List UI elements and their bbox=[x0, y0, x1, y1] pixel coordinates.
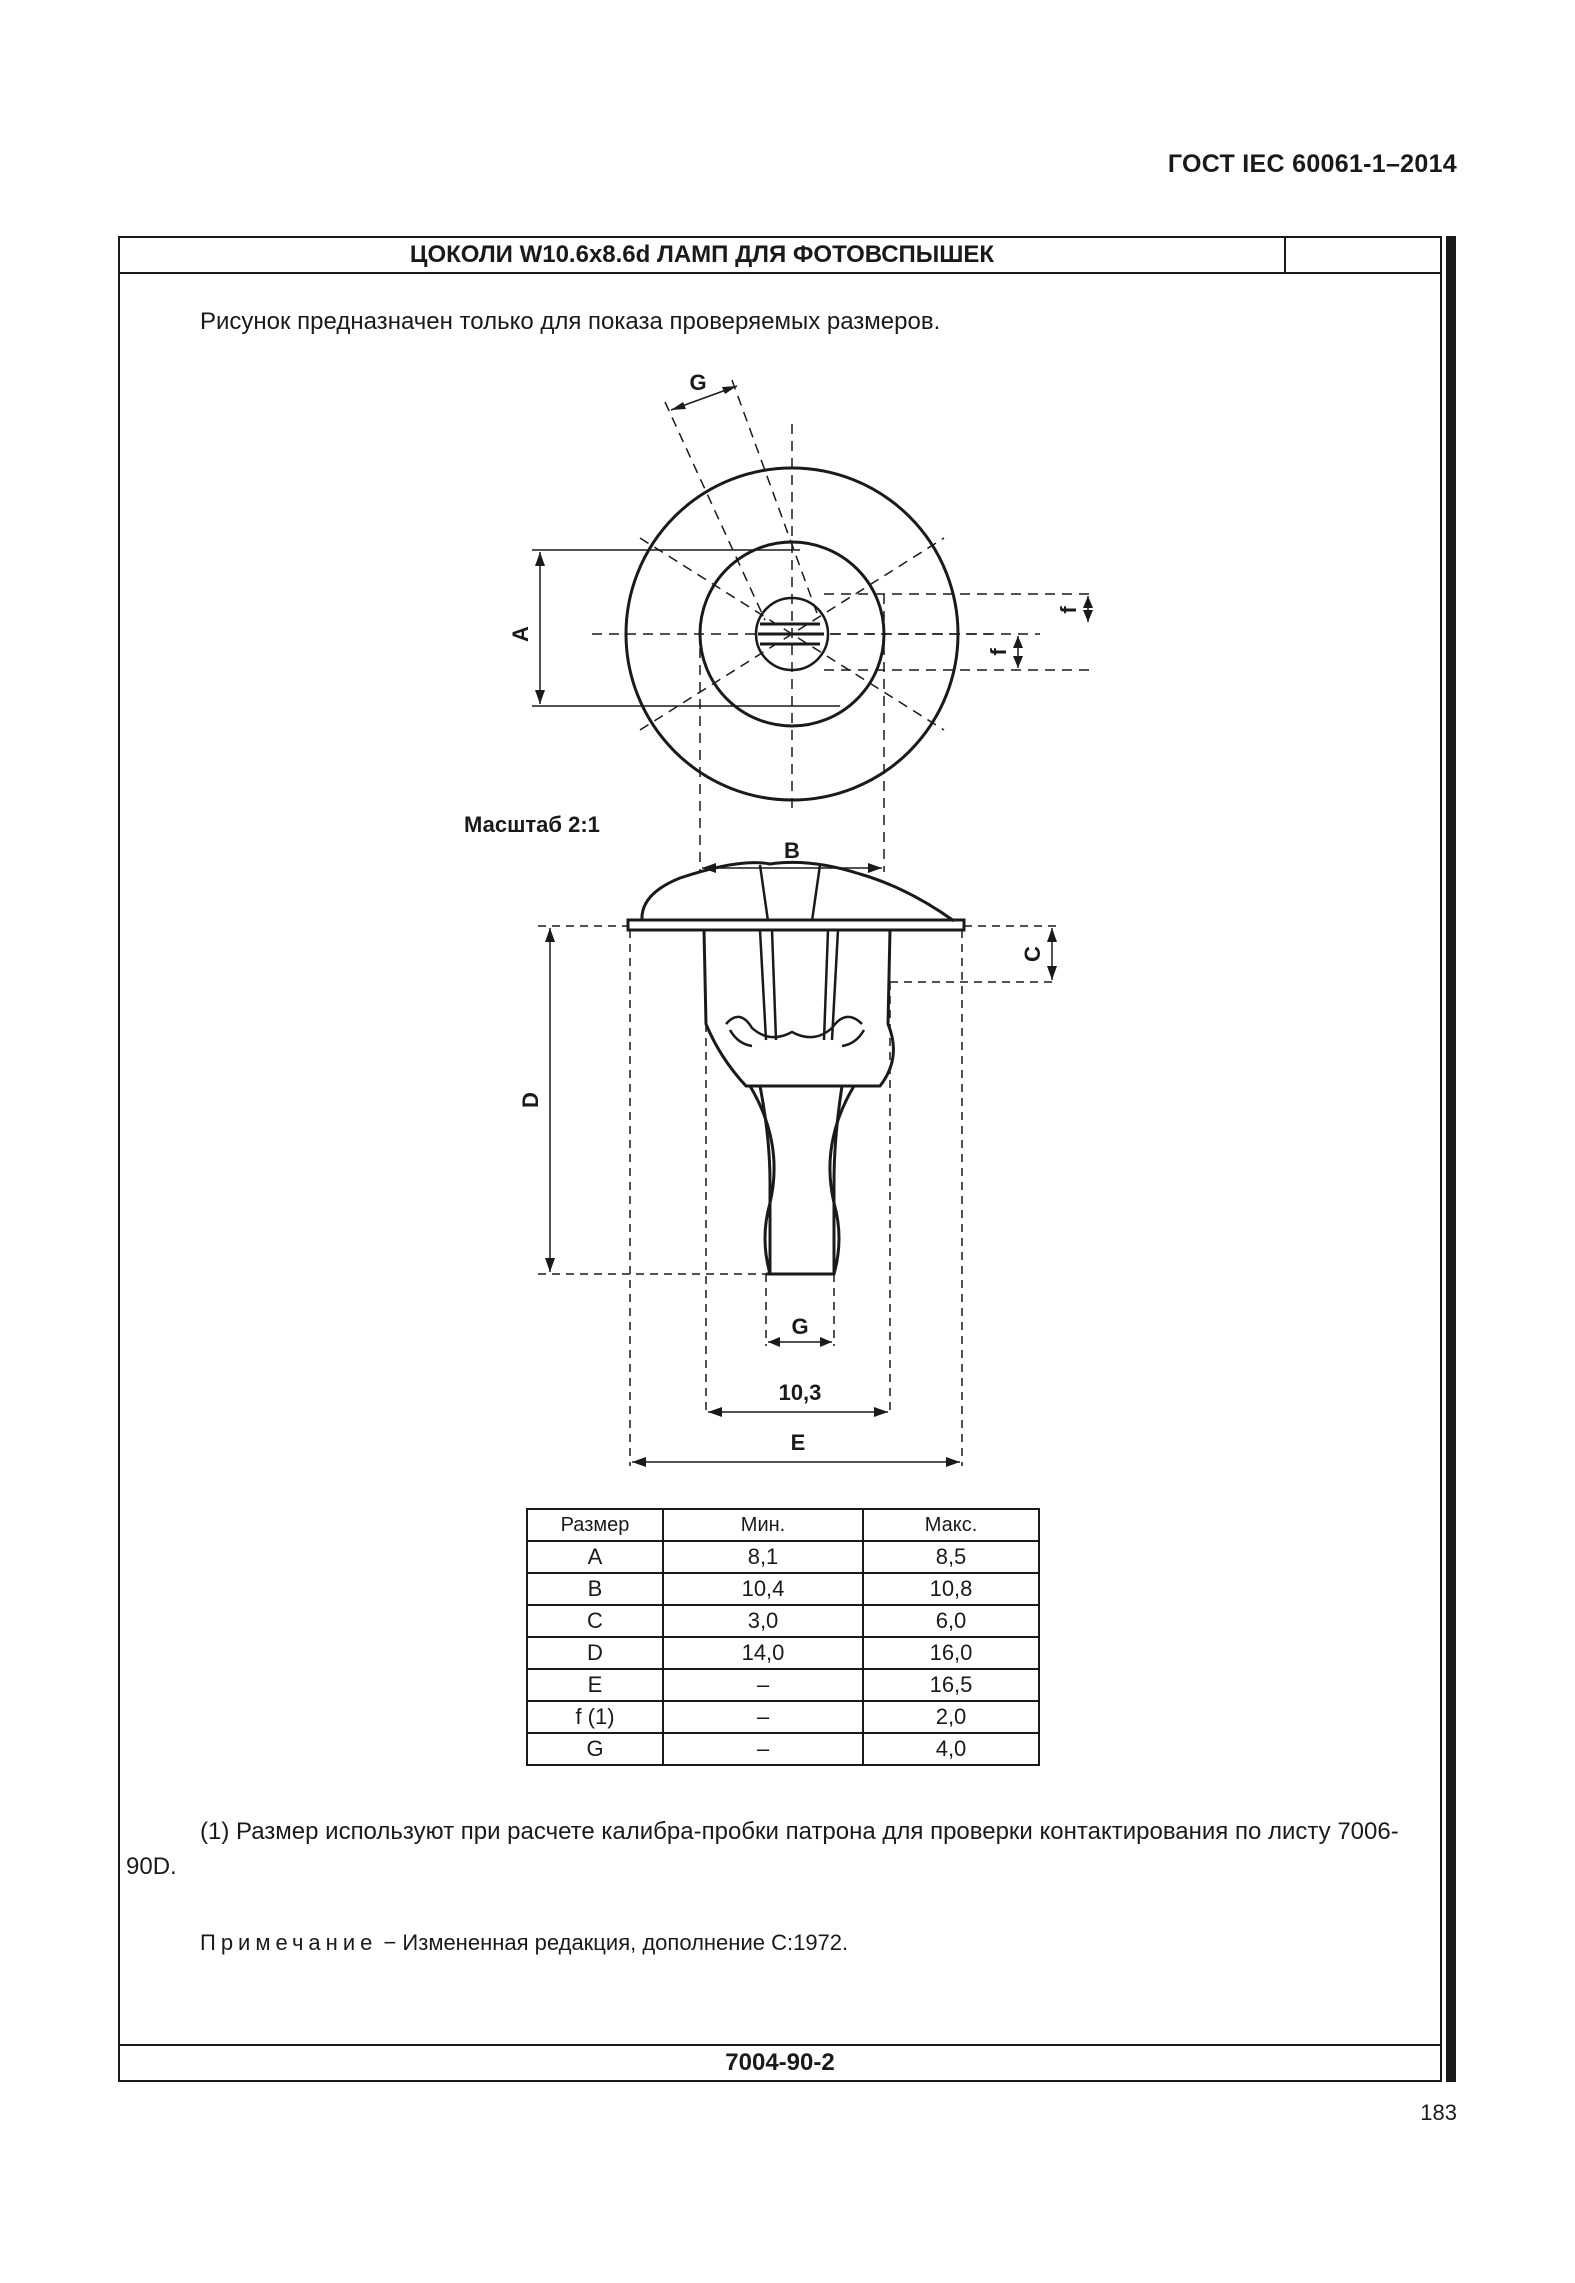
technical-drawing bbox=[120, 238, 1440, 2078]
cell-min: 10,4 bbox=[663, 1573, 863, 1605]
page-number: 183 bbox=[1420, 2100, 1457, 2125]
cell-max: 6,0 bbox=[863, 1605, 1039, 1637]
label-f-lower: f bbox=[986, 648, 1011, 656]
label-10-3: 10,3 bbox=[778, 1380, 822, 1405]
cell-min: – bbox=[663, 1669, 863, 1701]
cell-size: f (1) bbox=[527, 1701, 663, 1733]
note-text: Измененная редакция, дополнение C:1972. bbox=[402, 1930, 849, 1955]
table-row bbox=[527, 1669, 1039, 1701]
label-G-bottom: G bbox=[791, 1314, 809, 1339]
dimensions-table bbox=[526, 1508, 1040, 1766]
label-f-upper: f bbox=[1056, 606, 1081, 614]
cell-size: A bbox=[527, 1541, 663, 1573]
header-min: Мин. bbox=[663, 1509, 863, 1541]
cell-min: 8,1 bbox=[663, 1541, 863, 1573]
cell-max: 10,8 bbox=[863, 1573, 1039, 1605]
table-row bbox=[527, 1637, 1039, 1669]
cell-max: 16,0 bbox=[863, 1637, 1039, 1669]
header-max: Макс. bbox=[863, 1509, 1039, 1541]
cell-size: D bbox=[527, 1637, 663, 1669]
table-row bbox=[527, 1701, 1039, 1733]
cell-min: – bbox=[663, 1733, 863, 1765]
note-label: Примечание bbox=[200, 1930, 378, 1955]
note-dash: − bbox=[377, 1930, 403, 1955]
table-row bbox=[527, 1573, 1039, 1605]
cell-min: – bbox=[663, 1701, 863, 1733]
table-row bbox=[527, 1605, 1039, 1637]
sheet-title: ЦОКОЛИ W10.6x8.6d ЛАМП ДЛЯ ФОТОВСПЫШЕК bbox=[409, 241, 995, 268]
cell-size: E bbox=[527, 1669, 663, 1701]
cell-min: 3,0 bbox=[663, 1605, 863, 1637]
label-G-top: G bbox=[689, 370, 707, 395]
intro-text: Рисунок предназначен только для показа проверяемых размеров. bbox=[200, 308, 941, 335]
scale-label: Масштаб 2:1 bbox=[464, 812, 600, 837]
label-B: B bbox=[784, 838, 800, 863]
label-D: D bbox=[518, 1092, 543, 1108]
cell-size: B bbox=[527, 1573, 663, 1605]
sheet-frame bbox=[118, 236, 1442, 2082]
table-header-row bbox=[527, 1509, 1039, 1541]
cell-min: 14,0 bbox=[663, 1637, 863, 1669]
cell-max: 16,5 bbox=[863, 1669, 1039, 1701]
table-row bbox=[527, 1733, 1039, 1765]
note bbox=[200, 1930, 848, 1956]
standard-code: ГОСТ IEC 60061-1–2014 bbox=[1167, 150, 1457, 178]
cell-max: 2,0 bbox=[863, 1701, 1039, 1733]
cell-size: G bbox=[527, 1733, 663, 1765]
table-row bbox=[527, 1541, 1039, 1573]
label-A: A bbox=[508, 626, 533, 642]
label-C: C bbox=[1020, 946, 1045, 962]
label-E: E bbox=[790, 1430, 806, 1455]
header-size: Размер bbox=[527, 1509, 663, 1541]
sheet-number: 7004-90-2 bbox=[120, 2044, 1440, 2080]
footnote: (1) Размер используют при расчете калибра-пробки патрона для проверки контактирования по листу 7006-90D. bbox=[126, 1818, 1399, 1880]
frame-thick-border bbox=[1446, 236, 1456, 2082]
cell-max: 4,0 bbox=[863, 1733, 1039, 1765]
cell-size: C bbox=[527, 1605, 663, 1637]
cell-max: 8,5 bbox=[863, 1541, 1039, 1573]
